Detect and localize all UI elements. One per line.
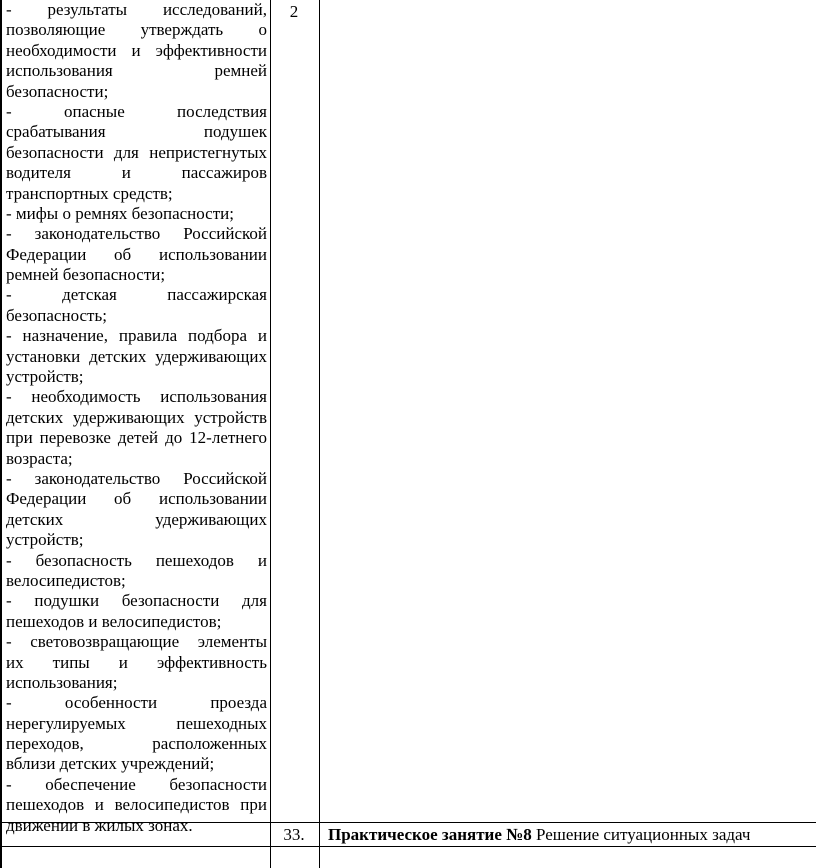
topic-text-line: безопасности для непристегнутых	[6, 142, 267, 162]
topic-text-line: - безопасность пешеходов и	[6, 550, 267, 570]
topic-text-line: пешеходов и велосипедистов при	[6, 795, 267, 815]
table-column-divider-2	[319, 0, 320, 868]
topic-text-line: использования ремней	[6, 61, 267, 81]
topic-text-line: срабатывания подушек	[6, 122, 267, 142]
topic-text-line: использования;	[6, 672, 118, 692]
topic-text-line: ремней безопасности;	[6, 265, 166, 285]
topic-text-line: их типы и эффективность	[6, 652, 267, 672]
topic-text-line: - подушки безопасности для	[6, 591, 267, 611]
topic-text-line: безопасность;	[6, 305, 107, 325]
lesson-title-rest: Решение ситуационных задач	[531, 825, 751, 844]
topic-text-line: - детская пассажирская	[6, 285, 267, 305]
topic-text-line: возраста;	[6, 448, 73, 468]
topic-text-line: движении в жилых зонах.	[6, 815, 193, 835]
topic-text-line: детских удерживающих	[6, 509, 267, 529]
lesson-title-bold: Практическое занятие №8	[328, 825, 532, 844]
topic-text-line: безопасности;	[6, 81, 109, 101]
topic-text-line: детских удерживающих устройств	[6, 407, 267, 427]
topic-text-line: - световозвращающие элементы	[6, 632, 267, 652]
topic-text-line: установки детских удерживающих	[6, 346, 267, 366]
table-column-divider-1	[270, 0, 271, 868]
topic-text-line: - опасные последствия	[6, 101, 267, 121]
topic-text-line: - результаты исследований,	[6, 0, 267, 19]
table-bottom-border	[0, 846, 816, 847]
topic-text-line: переходов, расположенных	[6, 734, 267, 754]
topic-text-line: водителя и пассажиров	[6, 163, 267, 183]
topic-text-line: транспортных средств;	[6, 183, 173, 203]
topic-text-line: Федерации об использовании	[6, 489, 267, 509]
topic-text-line: при перевозке детей до 12-летнего	[6, 428, 267, 448]
topic-text-line: нерегулируемых пешеходных	[6, 713, 267, 733]
topic-text-line: - назначение, правила подбора и	[6, 326, 267, 346]
topic-text-line: пешеходов и велосипедистов;	[6, 611, 222, 631]
topic-text-line: вблизи детских учреждений;	[6, 754, 215, 774]
topic-text-line: велосипедистов;	[6, 570, 126, 590]
topic-text-line: - особенности проезда	[6, 693, 267, 713]
topic-text-line: - необходимость использования	[6, 387, 267, 407]
hours-cell: 2	[289, 2, 299, 21]
lesson-number-cell: 33.	[283, 825, 305, 844]
topic-text-line: Федерации об использовании	[6, 244, 267, 264]
topic-text-line: - обеспечение безопасности	[6, 774, 267, 794]
topic-text-line: позволяющие утверждать о	[6, 20, 267, 40]
lesson-title	[328, 825, 750, 845]
topic-text-line: необходимости и эффективности	[6, 40, 267, 60]
topic-text-line: - мифы о ремнях безопасности;	[6, 203, 234, 223]
topic-text-line: - законодательство Российской	[6, 224, 267, 244]
topic-text-line: - законодательство Российской	[6, 468, 267, 488]
topic-text-line: устройств;	[6, 367, 84, 387]
topic-text-line: устройств;	[6, 530, 84, 550]
table-border-left	[0, 0, 2, 868]
topics-list-cell	[6, 0, 267, 836]
